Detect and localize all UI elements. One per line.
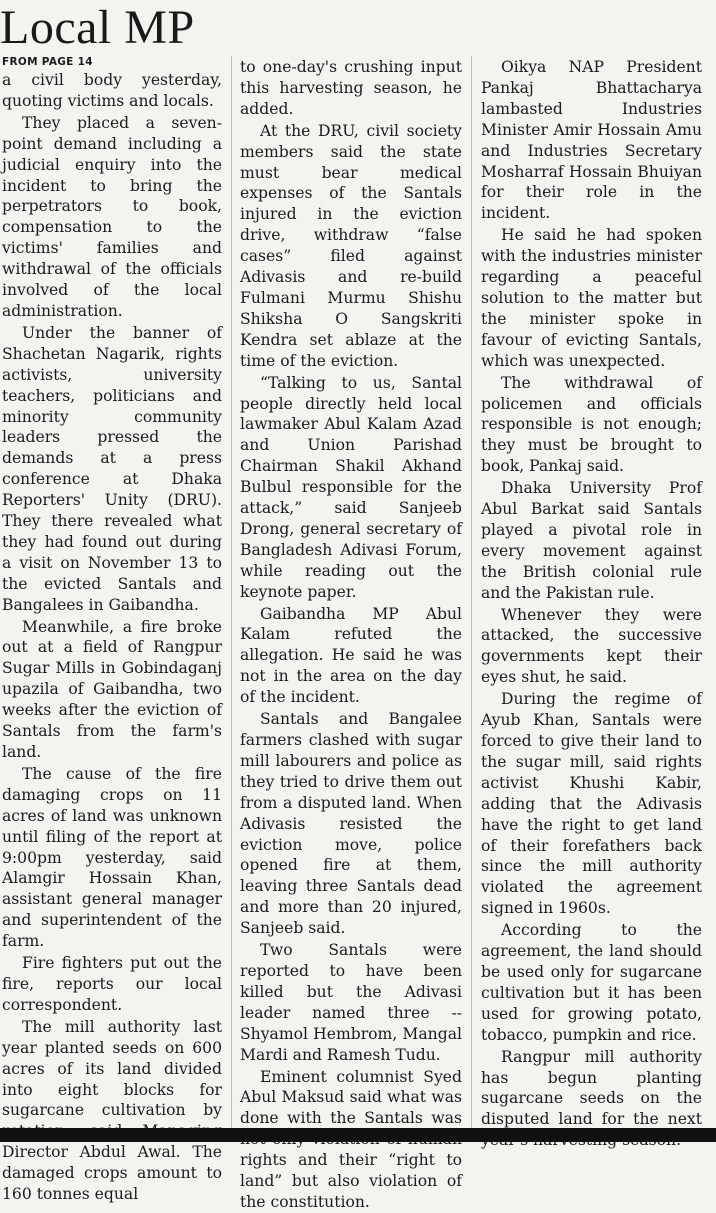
column-3 — [481, 57, 702, 1128]
paragraph: Two Santals were reported to have been killed but the Adivasi leader named three -- Shyamol Hembrom, Mangal Mardi and Ramesh Tudu. — [240, 941, 462, 1064]
column-2 — [240, 57, 462, 1211]
paragraph: Meanwhile, a fire broke out at a field of Rangpur Sugar Mills in Gobindaganj upazila of Gaibandha, two weeks after the eviction of Santals from the farm's land. — [2, 617, 222, 761]
paragraph: Oikya NAP President Pankaj Bhattacharya lambasted Industries Minister Amir Hossain Amu and Industries Secretary Mosharraf Hossain Bhuiyan for their role in the incident. — [481, 58, 702, 223]
paragraph: a civil body yesterday, quoting victims and locals. — [2, 71, 222, 110]
from-page-label: FROM PAGE 14 — [2, 56, 93, 68]
page-bottom-edge — [0, 1128, 716, 1142]
paragraph: The mill authority last year planted seeds on 600 acres of its land divided into eight blocks for sugarcane cultivation by Director Abdul Awal. The damaged crops amount to 160 tonnes equal — [2, 1017, 222, 1204]
paragraph: to one-day's crushing input this harvesting season, he added. — [240, 58, 462, 118]
paragraph: Gaibandha MP Abul Kalam refuted the allegation. He said he was not in the area on the day of the incident. — [240, 604, 462, 707]
paragraph: Under the banner of Shachetan Nagarik, rights activists, university teachers, politicians and minority community leaders pressed the demands at a press conference at Dhaka Reporters' Unity (DRU). They there revealed what they had found out during a visit on November 13 to the evicted Santals and Bangalees in Gaibandha. — [2, 323, 222, 614]
paragraph: The cause of the fire damaging crops on 11 acres of land was unknown until filing of the report at 9:00pm yesterday, said Alamgir Hossain Khan, assistant general manager and superintendent of the farm. — [2, 764, 222, 951]
paragraph: Santals and Bangalee farmers clashed with sugar mill labourers and police as they tried to drive them out from a disputed land. When Adivasis resisted the eviction move, police opened fire at them, leaving three Santals dead and more than 20 injured, Sanjeeb said. — [240, 710, 462, 938]
paragraph: He said he had spoken with the industries minister regarding a peaceful solution to the matter but the minister spoke in favour of evicting Santals, which was unexpected. — [481, 226, 702, 370]
column-divider — [231, 56, 232, 1128]
paragraph: The withdrawal of policemen and officials responsible is not enough; they must be brought to book, Pankaj said. — [481, 373, 702, 476]
paragraph: Rangpur mill authority has begun planting sugarcane seeds on the disputed land for the next — [481, 1047, 702, 1129]
paragraph: Fire fighters put out the fire, reports our local correspondent. — [2, 954, 222, 1014]
column-1 — [2, 56, 222, 1204]
paragraph: According to the agreement, the land should be used only for sugarcane cultivation but it has been used for growing potato, tobacco, pumpkin and rice. — [481, 921, 702, 1044]
paragraph: Eminent columnist Syed Abul Maksud said what was done with the Santals was rights and their “right to land” but also violation of the constitution. — [240, 1067, 462, 1211]
column-divider — [471, 56, 472, 1128]
paragraph: At the DRU, civil society members said the state must bear medical expenses of the Santals injured in the eviction drive, withdraw “false cases” filed against Adivasis and re-build Fulmani Murmu Shishu Shiksha O Sangskriti Kendra set ablaze at the time of the eviction. — [240, 121, 462, 370]
paragraph: During the regime of Ayub Khan, Santals were forced to give their land to the sugar mill, said rights activist Khushi Kabir, adding that the Adivasis have the right to get land of their forefathers back since the mill authority violated the agreement signed in 1960s. — [481, 690, 702, 918]
paragraph: “Talking to us, Santal people directly held local lawmaker Abul Kalam Azad and Union Parishad Chairman Shakil Akhand Bulbul responsible for the attack,” said Sanjeeb Drong, general secretary of Bangladesh Adivasi Forum, while reading out the keynote paper. — [240, 373, 462, 601]
headline: Local MP — [0, 1, 195, 54]
paragraph: They placed a seven-point demand including a judicial enquiry into the incident to bring the perpetrators to book, compensation to the victims' families and withdrawal of the officials involved of the local administration. — [2, 113, 222, 320]
paragraph: Whenever they were attacked, the successive governments kept their eyes shut, he said. — [481, 605, 702, 687]
paragraph: Dhaka University Prof Abul Barkat said Santals played a pivotal role in every movement against the British colonial rule and the Pakistan rule. — [481, 479, 702, 602]
